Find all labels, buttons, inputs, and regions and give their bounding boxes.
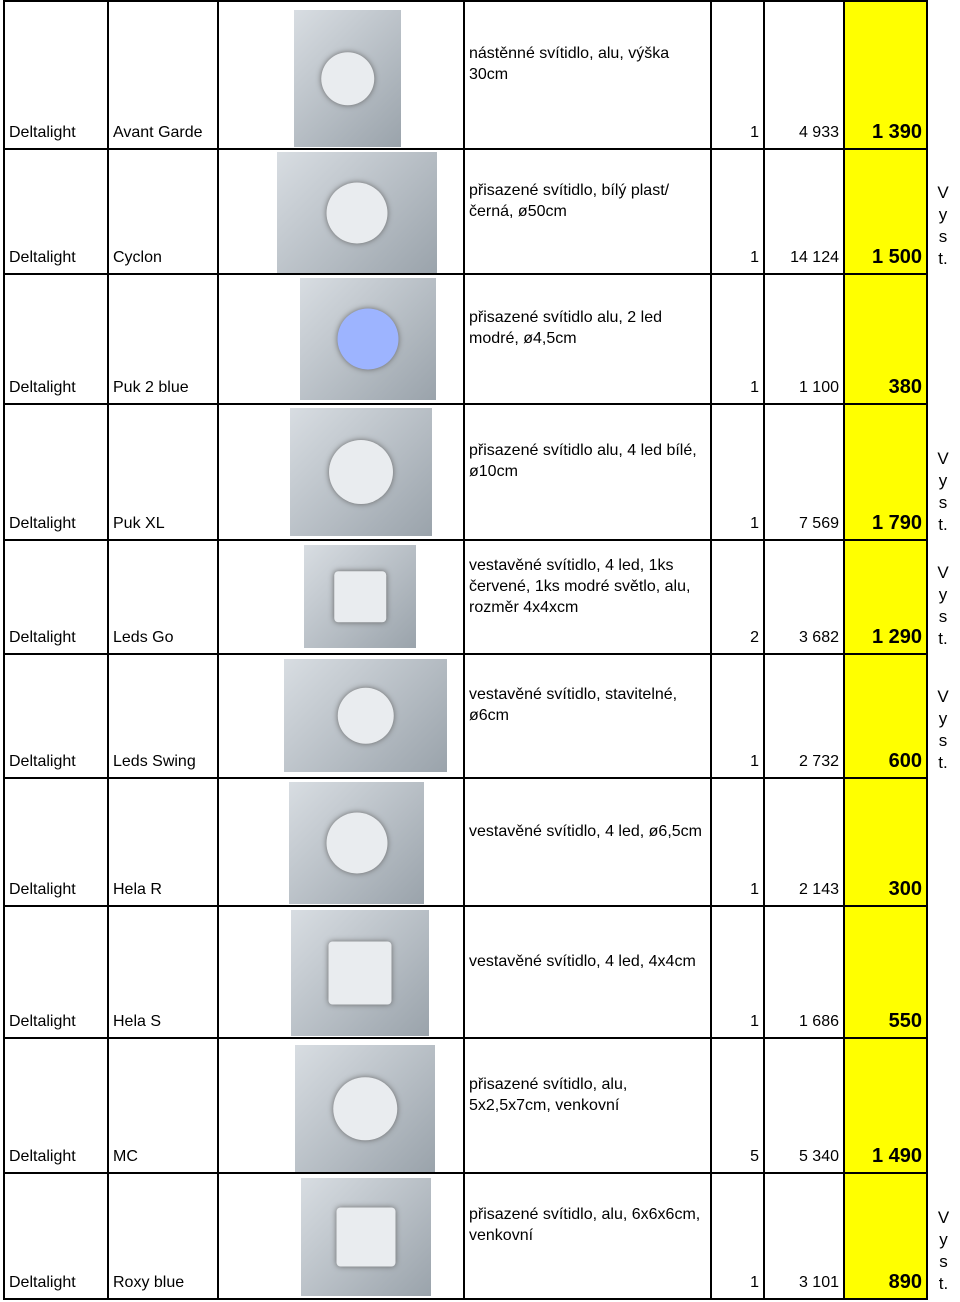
exhibit-note-cell: [927, 540, 959, 654]
model-cell: Puk XL: [108, 404, 218, 540]
description-cell: přisazené svítidlo, alu, 5x2,5x7cm, venkovní: [464, 1038, 711, 1173]
lamp-shape-icon: [337, 687, 394, 744]
model-cell: Avant Garde: [108, 1, 218, 149]
product-image-cell: [218, 1, 464, 149]
quantity-cell: 1: [711, 906, 764, 1038]
brand-cell: Deltalight: [4, 654, 108, 778]
exhibit-note: Vyst.: [937, 183, 949, 268]
quantity-cell: 1: [711, 1, 764, 149]
list-price-cell: 3 101: [764, 1173, 844, 1299]
description-cell: vestavěné svítidlo, 4 led, 1ks červené, 1ks modré světlo, alu, rozměr 4x4xcm: [464, 540, 711, 654]
product-image-cell: [218, 1038, 464, 1173]
quantity-cell: 1: [711, 404, 764, 540]
list-price-cell: 3 682: [764, 540, 844, 654]
lamp-shape-icon: [337, 1208, 396, 1267]
product-image-cell: [218, 1173, 464, 1299]
description-cell: přisazené svítidlo alu, 2 led modré, ø4,5cm: [464, 274, 711, 404]
sale-price-cell: 300: [844, 778, 927, 906]
exhibit-note-cell: [927, 654, 959, 778]
table-row: [4, 540, 959, 654]
description-cell: nástěnné svítidlo, alu, výška 30cm: [464, 1, 711, 149]
brand-cell: Deltalight: [4, 906, 108, 1038]
model-cell: Roxy blue: [108, 1173, 218, 1299]
lamp-shape-icon: [321, 52, 375, 106]
table-row: [4, 1173, 959, 1299]
exhibit-note-cell: [927, 778, 959, 906]
square-4-led-image: [304, 545, 416, 648]
brand-cell: Deltalight: [4, 274, 108, 404]
sale-price-cell: 1 390: [844, 1, 927, 149]
exhibit-note-cell: [927, 1, 959, 149]
puk-blue-light-image: [300, 278, 436, 400]
sale-price-cell: 550: [844, 906, 927, 1038]
sale-price-cell: 1 500: [844, 149, 927, 274]
product-image-cell: [218, 540, 464, 654]
model-cell: Leds Go: [108, 540, 218, 654]
description-cell: přisazené svítidlo, bílý plast/černá, ø50cm: [464, 149, 711, 274]
product-image-cell: [218, 778, 464, 906]
exhibit-note-cell: [927, 149, 959, 274]
list-price-cell: 4 933: [764, 1, 844, 149]
exhibit-note: Vyst.: [937, 1208, 950, 1293]
quantity-cell: 2: [711, 540, 764, 654]
product-image-cell: [218, 404, 464, 540]
list-price-cell: 14 124: [764, 149, 844, 274]
sale-price-cell: 380: [844, 274, 927, 404]
sale-price-cell: 1 790: [844, 404, 927, 540]
list-price-cell: 1 100: [764, 274, 844, 404]
quantity-cell: 1: [711, 274, 764, 404]
outdoor-wall-light-image: [295, 1045, 435, 1172]
list-price-cell: 5 340: [764, 1038, 844, 1173]
product-image-cell: [218, 654, 464, 778]
table-row: [4, 1, 959, 149]
list-price-cell: 2 143: [764, 778, 844, 906]
disc-light-image: [277, 152, 437, 274]
list-price-cell: 7 569: [764, 404, 844, 540]
quantity-cell: 1: [711, 1173, 764, 1299]
quantity-cell: 5: [711, 1038, 764, 1173]
table-row: [4, 906, 959, 1038]
exhibit-note: Vyst.: [937, 563, 949, 648]
sale-price-cell: 1 490: [844, 1038, 927, 1173]
table-row: [4, 149, 959, 274]
description-cell: vestavěné svítidlo, 4 led, ø6,5cm: [464, 778, 711, 906]
lamp-shape-icon: [327, 183, 388, 244]
quantity-cell: 1: [711, 149, 764, 274]
description-cell: přisazené svítidlo, alu, 6x6x6cm, venkovní: [464, 1173, 711, 1299]
quantity-cell: 1: [711, 654, 764, 778]
recessed-spot-image: [284, 659, 447, 772]
table-row: [4, 274, 959, 404]
table-row: [4, 404, 959, 540]
brand-cell: Deltalight: [4, 1038, 108, 1173]
description-cell: vestavěné svítidlo, 4 led, 4x4cm: [464, 906, 711, 1038]
cube-light-image: [301, 1178, 431, 1296]
model-cell: MC: [108, 1038, 218, 1173]
brand-cell: Deltalight: [4, 1, 108, 149]
description-cell: vestavěné svítidlo, stavitelné, ø6cm: [464, 654, 711, 778]
exhibit-note: Vyst.: [937, 449, 949, 534]
brand-cell: Deltalight: [4, 1173, 108, 1299]
exhibit-note-cell: [927, 1038, 959, 1173]
product-image-cell: [218, 274, 464, 404]
model-cell: Hela R: [108, 778, 218, 906]
lamp-shape-icon: [334, 571, 386, 623]
exhibit-note: Vyst.: [937, 687, 949, 772]
sale-price-cell: 1 290: [844, 540, 927, 654]
brand-cell: Deltalight: [4, 778, 108, 906]
lamp-shape-icon: [333, 1077, 397, 1141]
quantity-cell: 1: [711, 778, 764, 906]
exhibit-note-cell: [927, 404, 959, 540]
product-image-cell: [218, 906, 464, 1038]
list-price-cell: 1 686: [764, 906, 844, 1038]
sale-price-cell: 890: [844, 1173, 927, 1299]
model-cell: Hela S: [108, 906, 218, 1038]
brand-cell: Deltalight: [4, 404, 108, 540]
square-4-led-white-image: [291, 910, 429, 1036]
table-row: [4, 778, 959, 906]
product-image-cell: [218, 149, 464, 274]
model-cell: Cyclon: [108, 149, 218, 274]
model-cell: Puk 2 blue: [108, 274, 218, 404]
table-row: [4, 654, 959, 778]
exhibit-note-cell: [927, 274, 959, 404]
round-4-led-image: [289, 782, 424, 904]
brand-cell: Deltalight: [4, 149, 108, 274]
model-cell: Leds Swing: [108, 654, 218, 778]
lamp-shape-icon: [338, 309, 399, 370]
description-cell: přisazené svítidlo alu, 4 led bílé, ø10cm: [464, 404, 711, 540]
list-price-cell: 2 732: [764, 654, 844, 778]
product-table: [3, 0, 960, 1300]
sale-price-cell: 600: [844, 654, 927, 778]
table-row: [4, 1038, 959, 1173]
brand-cell: Deltalight: [4, 540, 108, 654]
lamp-shape-icon: [329, 440, 393, 504]
round-plate-image: [290, 408, 432, 536]
wall-light-cone-image: [294, 10, 401, 147]
exhibit-note-cell: [927, 906, 959, 1038]
lamp-shape-icon: [329, 942, 392, 1005]
exhibit-note-cell: [927, 1173, 959, 1299]
lamp-shape-icon: [326, 813, 387, 874]
